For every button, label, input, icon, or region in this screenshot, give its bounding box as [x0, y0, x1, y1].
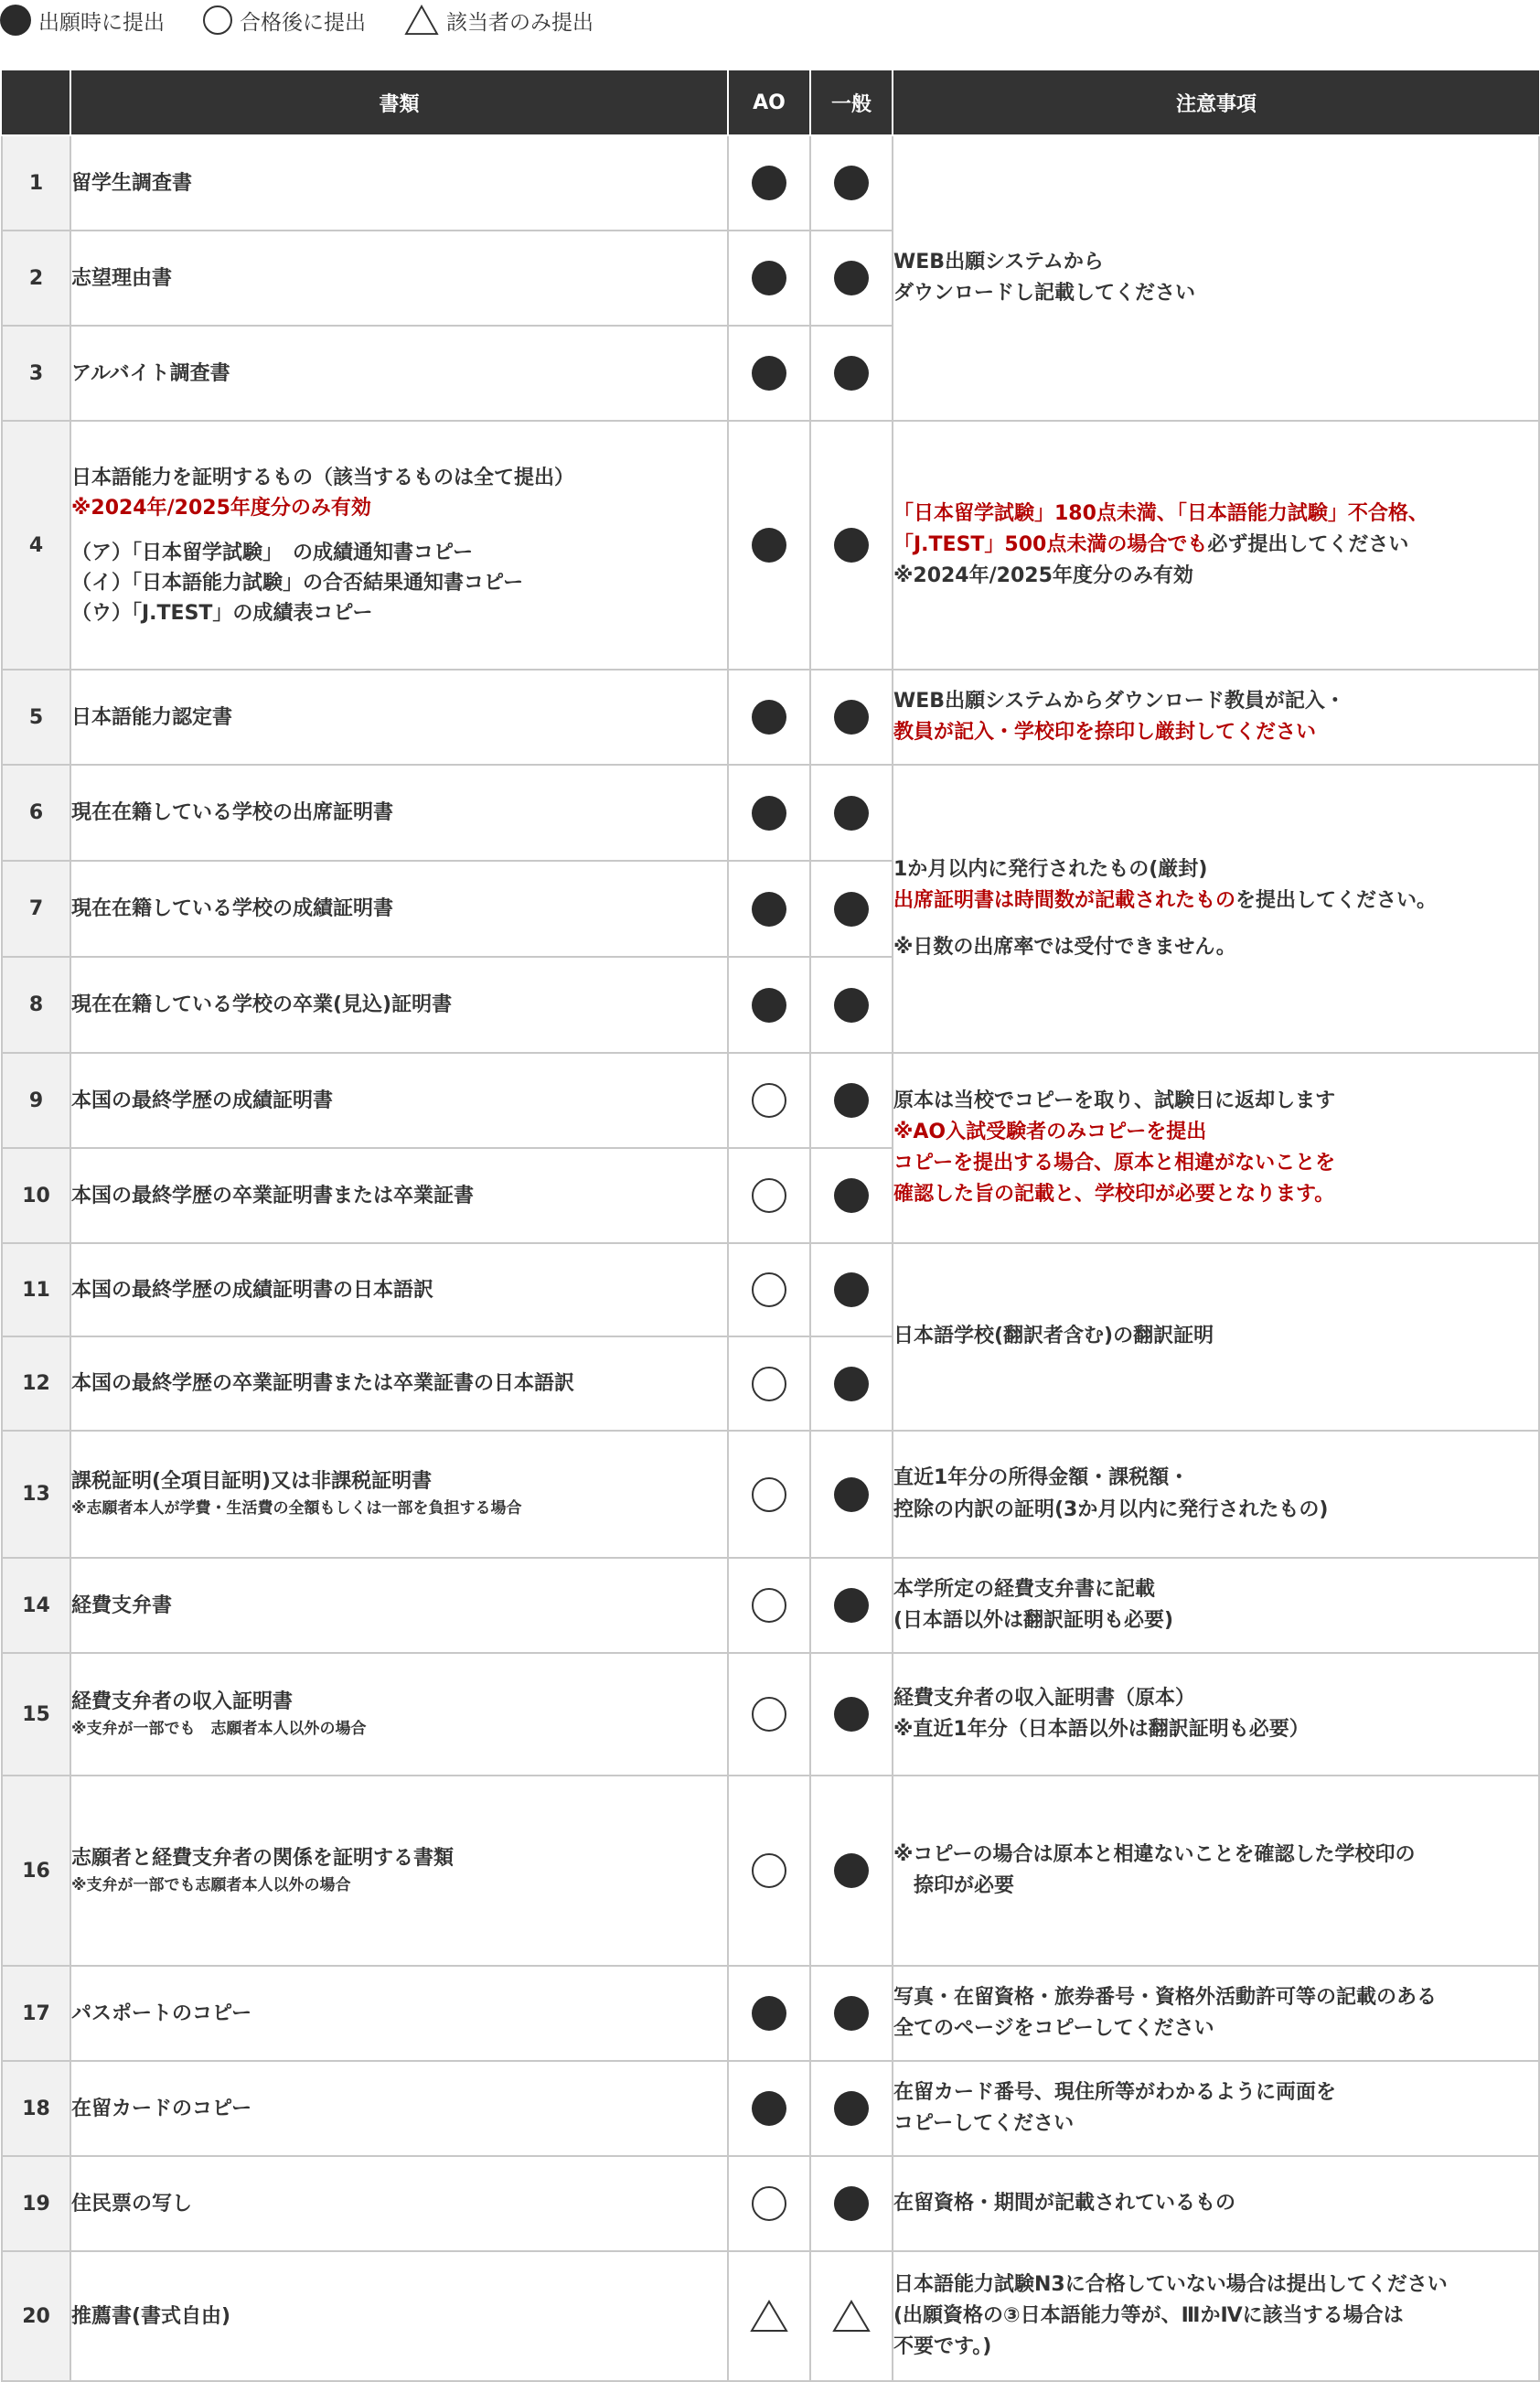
- legend-item-submit-after-pass: [203, 5, 366, 36]
- filled-circle-icon: [834, 988, 869, 1023]
- table-header-row: [2, 70, 1539, 135]
- document-condition: ※支弁が一部でも 志願者本人以外の場合: [71, 1719, 367, 1738]
- row-number: 3: [2, 326, 70, 421]
- filled-circle-icon: [752, 796, 786, 831]
- note-line: 全てのページをコピーしてください: [893, 2017, 1214, 2040]
- note-line: 日本語学校(翻訳者含む)の翻訳証明: [893, 1325, 1214, 1348]
- document-title: 日本語能力を証明するもの（該当するものは全て提出）: [71, 466, 575, 489]
- general-cell: [810, 326, 893, 421]
- note-line: 確認した旨の記載と、学校印が必要となります。: [893, 1183, 1335, 1207]
- ao-cell: [728, 2251, 810, 2381]
- row-number: 14: [2, 1558, 70, 1653]
- note-japanese-proficiency: [893, 421, 1539, 670]
- row-number: 6: [2, 765, 70, 861]
- note-passport: [893, 1966, 1539, 2061]
- note-line: を提出してください。: [1235, 889, 1438, 913]
- document-name: 日本語能力認定書: [70, 670, 728, 765]
- ao-cell: [728, 1431, 810, 1558]
- general-cell: [810, 957, 893, 1053]
- document-name: 本国の最終学歴の成績証明書: [70, 1053, 728, 1148]
- table-row: [2, 1558, 1539, 1653]
- legend-label: 出願時に提出: [38, 10, 165, 35]
- row-number: 17: [2, 1966, 70, 2061]
- ao-cell: [728, 2156, 810, 2251]
- note-line: ※直近1年分（日本語以外は翻訳証明も必要）: [893, 1718, 1310, 1741]
- filled-circle-icon: [834, 1996, 869, 2031]
- general-cell: [810, 1966, 893, 2061]
- table-row: [2, 1653, 1539, 1776]
- document-title: 課税証明(全項目証明)又は非課税証明書: [71, 1470, 433, 1494]
- table-row: [2, 1966, 1539, 2061]
- open-circle-icon: [752, 1083, 786, 1118]
- note-original-return: [893, 1053, 1539, 1243]
- open-circle-icon: [752, 1477, 786, 1512]
- ao-cell: [728, 1053, 810, 1148]
- general-cell: [810, 861, 893, 957]
- general-cell: [810, 1776, 893, 1966]
- filled-circle-icon: [752, 1996, 786, 2031]
- filled-circle-icon: [752, 356, 786, 391]
- note-line: 直近1年分の所得金額・課税額・: [893, 1466, 1190, 1490]
- note-line: 在留資格・期間が記載されているもの: [893, 2191, 1236, 2215]
- note-line: ダウンロードし記載してください: [893, 282, 1196, 305]
- ao-cell: [728, 1243, 810, 1336]
- filled-circle-icon: [834, 1178, 869, 1213]
- open-circle-icon: [752, 1367, 786, 1401]
- ao-cell: [728, 2061, 810, 2156]
- note-attendance: [893, 765, 1539, 1053]
- open-circle-icon: [752, 1697, 786, 1732]
- note-certificate: [893, 670, 1539, 765]
- general-cell: [810, 2251, 893, 2381]
- legend-label: 合格後に提出: [240, 10, 366, 35]
- general-cell: [810, 135, 893, 231]
- open-circle-icon: [752, 1178, 786, 1213]
- note-tax-certificate: [893, 1431, 1539, 1558]
- note-line: WEB出願システムからダウンロード教員が記入・: [893, 689, 1345, 713]
- table-row: [2, 765, 1539, 861]
- note-line: コピーしてください: [893, 2112, 1075, 2135]
- document-name: パスポートのコピー: [70, 1966, 728, 2061]
- filled-circle-icon: [834, 356, 869, 391]
- document-name: 志望理由書: [70, 231, 728, 326]
- header-ao: AO: [728, 70, 810, 135]
- note-line: 捺印が必要: [893, 1874, 1015, 1897]
- note-line: 写真・在留資格・旅券番号・資格外活動許可等の記載のある: [893, 1985, 1438, 2009]
- filled-circle-icon: [752, 166, 786, 200]
- header-notes: 注意事項: [893, 70, 1539, 135]
- filled-circle-icon: [752, 892, 786, 927]
- table-row: [2, 2156, 1539, 2251]
- row-number: 19: [2, 2156, 70, 2251]
- note-line: ※日数の出席率では受付できません。: [893, 935, 1236, 959]
- table-row: [2, 135, 1539, 231]
- general-cell: [810, 421, 893, 670]
- document-name: [70, 1431, 728, 1558]
- ao-cell: [728, 1653, 810, 1776]
- row-number: 4: [2, 421, 70, 670]
- document-name: 現在在籍している学校の卒業(見込)証明書: [70, 957, 728, 1053]
- table-row: [2, 1776, 1539, 1966]
- note-line: 「J.TEST」500点未満の場合でも: [893, 532, 1208, 556]
- legend-item-submit-at-application: [0, 5, 165, 36]
- note-line: 控除の内訳の証明(3か月以内に発行されたもの): [893, 1497, 1329, 1521]
- filled-circle-icon: [834, 1272, 869, 1307]
- general-cell: [810, 231, 893, 326]
- header-general: 一般: [810, 70, 893, 135]
- note-line: 教員が記入・学校印を捺印し厳封してください: [893, 721, 1317, 744]
- filled-circle-icon: [834, 261, 869, 295]
- filled-circle-icon: [834, 1083, 869, 1118]
- ao-cell: [728, 1776, 810, 1966]
- ao-cell: [728, 231, 810, 326]
- ao-cell: [728, 861, 810, 957]
- open-circle-icon: [752, 1272, 786, 1307]
- document-name: [70, 1653, 728, 1776]
- document-name: 経費支弁書: [70, 1558, 728, 1653]
- document-name: 本国の最終学歴の成績証明書の日本語訳: [70, 1243, 728, 1336]
- general-cell: [810, 2156, 893, 2251]
- general-cell: [810, 1053, 893, 1148]
- note-web-download: [893, 135, 1539, 421]
- row-number: 11: [2, 1243, 70, 1336]
- table-row: [2, 2251, 1539, 2381]
- general-cell: [810, 1431, 893, 1558]
- table-row: [2, 1431, 1539, 1558]
- ao-cell: [728, 1966, 810, 2061]
- general-cell: [810, 765, 893, 861]
- filled-circle-icon: [834, 2186, 869, 2221]
- filled-circle-icon: [834, 892, 869, 927]
- document-condition: ※支弁が一部でも志願者本人以外の場合: [71, 1875, 351, 1894]
- table-row: [2, 670, 1539, 765]
- general-cell: [810, 1336, 893, 1431]
- row-number: 1: [2, 135, 70, 231]
- filled-circle-icon: [752, 988, 786, 1023]
- document-name: 住民票の写し: [70, 2156, 728, 2251]
- document-name: アルバイト調査書: [70, 326, 728, 421]
- document-name: [70, 421, 728, 670]
- document-name: 現在在籍している学校の出席証明書: [70, 765, 728, 861]
- triangle-icon: [832, 2300, 871, 2333]
- document-name: 留学生調査書: [70, 135, 728, 231]
- filled-circle-icon: [834, 700, 869, 735]
- header-document: 書類: [70, 70, 728, 135]
- note-line: 不要です。): [893, 2335, 992, 2359]
- document-subitem: （ア）「日本留学試験」 の成績通知書コピー: [71, 541, 474, 564]
- general-cell: [810, 2061, 893, 2156]
- filled-circle-icon: [0, 5, 31, 36]
- note-line: 在留カード番号、現住所等がわかるように両面を: [893, 2080, 1337, 2104]
- note-relationship: [893, 1776, 1539, 1966]
- row-number: 12: [2, 1336, 70, 1431]
- document-name: 本国の最終学歴の卒業証明書または卒業証書: [70, 1148, 728, 1243]
- ao-cell: [728, 1148, 810, 1243]
- note-translation: [893, 1243, 1539, 1431]
- triangle-icon: [750, 2300, 788, 2333]
- note-resident-record: [893, 2156, 1539, 2251]
- filled-circle-icon: [752, 261, 786, 295]
- filled-circle-icon: [834, 1853, 869, 1888]
- open-circle-icon: [752, 2186, 786, 2221]
- document-title: 経費支弁者の収入証明書: [71, 1690, 294, 1713]
- note-line: ※2024年/2025年度分のみ有効: [893, 564, 1193, 588]
- legend: [0, 0, 632, 40]
- note-line: 必ず提出してください: [1207, 532, 1409, 556]
- general-cell: [810, 670, 893, 765]
- note-line: 出席証明書は時間数が記載されたもの: [893, 889, 1236, 913]
- open-circle-icon: [203, 5, 232, 35]
- document-subitem: （イ）「日本語能力試験」の合否結果通知書コピー: [71, 571, 524, 595]
- header-no: [2, 70, 70, 135]
- filled-circle-icon: [834, 1697, 869, 1732]
- document-name: 在留カードのコピー: [70, 2061, 728, 2156]
- ao-cell: [728, 957, 810, 1053]
- document-condition: ※志願者本人が学費・生活費の全額もしくは一部を負担する場合: [71, 1499, 522, 1518]
- note-income-certificate: [893, 1653, 1539, 1776]
- note-recommendation: [893, 2251, 1539, 2381]
- legend-item-applicable-only: [404, 5, 594, 36]
- triangle-icon: [404, 5, 439, 36]
- row-number: 8: [2, 957, 70, 1053]
- row-number: 10: [2, 1148, 70, 1243]
- row-number: 13: [2, 1431, 70, 1558]
- legend-label: 該当者のみ提出: [446, 10, 594, 35]
- table-row: [2, 1053, 1539, 1148]
- filled-circle-icon: [834, 166, 869, 200]
- table-row: [2, 1243, 1539, 1336]
- open-circle-icon: [752, 1853, 786, 1888]
- general-cell: [810, 1148, 893, 1243]
- row-number: 20: [2, 2251, 70, 2381]
- row-number: 15: [2, 1653, 70, 1776]
- document-name: 本国の最終学歴の卒業証明書または卒業証書の日本語訳: [70, 1336, 728, 1431]
- row-number: 9: [2, 1053, 70, 1148]
- filled-circle-icon: [834, 1477, 869, 1512]
- filled-circle-icon: [834, 796, 869, 831]
- document-subitem: （ウ）「J.TEST」の成績表コピー: [71, 601, 373, 625]
- note-line: 本学所定の経費支弁書に記載: [893, 1577, 1156, 1601]
- document-title: 志願者と経費支弁者の関係を証明する書類: [71, 1846, 455, 1870]
- row-number: 16: [2, 1776, 70, 1966]
- validity-note: ※2024年/2025年度分のみ有効: [71, 496, 371, 520]
- table-row: [2, 2061, 1539, 2156]
- note-line: WEB出願システムから: [893, 250, 1104, 274]
- row-number: 18: [2, 2061, 70, 2156]
- note-financial-support: [893, 1558, 1539, 1653]
- note-line: 経費支弁者の収入証明書（原本）: [893, 1686, 1196, 1710]
- document-name: [70, 1776, 728, 1966]
- ao-cell: [728, 1336, 810, 1431]
- note-line: 1か月以内に発行されたもの(厳封): [893, 858, 1208, 882]
- ao-cell: [728, 670, 810, 765]
- ao-cell: [728, 421, 810, 670]
- table-row: [2, 421, 1539, 670]
- note-line: 原本は当校でコピーを取り、試験日に返却します: [893, 1089, 1336, 1112]
- note-line: (出願資格の③日本語能力等が、ⅢかⅣに該当する場合は: [893, 2303, 1404, 2327]
- note-line: 「日本留学試験」180点未満、「日本語能力試験」不合格、: [893, 501, 1428, 525]
- note-line: (日本語以外は翻訳証明も必要): [893, 1609, 1174, 1632]
- note-line: コピーを提出する場合、原本と相違がないことを: [893, 1152, 1336, 1175]
- filled-circle-icon: [752, 528, 786, 563]
- filled-circle-icon: [834, 528, 869, 563]
- row-number: 2: [2, 231, 70, 326]
- row-number: 7: [2, 861, 70, 957]
- general-cell: [810, 1243, 893, 1336]
- documents-table: [1, 70, 1540, 2382]
- filled-circle-icon: [752, 700, 786, 735]
- ao-cell: [728, 1558, 810, 1653]
- filled-circle-icon: [834, 2091, 869, 2126]
- open-circle-icon: [752, 1588, 786, 1623]
- ao-cell: [728, 135, 810, 231]
- filled-circle-icon: [834, 1588, 869, 1623]
- note-line: ※AO入試受験者のみコピーを提出: [893, 1120, 1207, 1143]
- note-residence-card: [893, 2061, 1539, 2156]
- general-cell: [810, 1558, 893, 1653]
- ao-cell: [728, 326, 810, 421]
- document-name: 推薦書(書式自由): [70, 2251, 728, 2381]
- filled-circle-icon: [752, 2091, 786, 2126]
- note-line: 日本語能力試験N3に合格していない場合は提出してください: [893, 2272, 1448, 2296]
- general-cell: [810, 1653, 893, 1776]
- document-name: 現在在籍している学校の成績証明書: [70, 861, 728, 957]
- row-number: 5: [2, 670, 70, 765]
- ao-cell: [728, 765, 810, 861]
- filled-circle-icon: [834, 1367, 869, 1401]
- note-line: ※コピーの場合は原本と相違ないことを確認した学校印の: [893, 1842, 1416, 1866]
